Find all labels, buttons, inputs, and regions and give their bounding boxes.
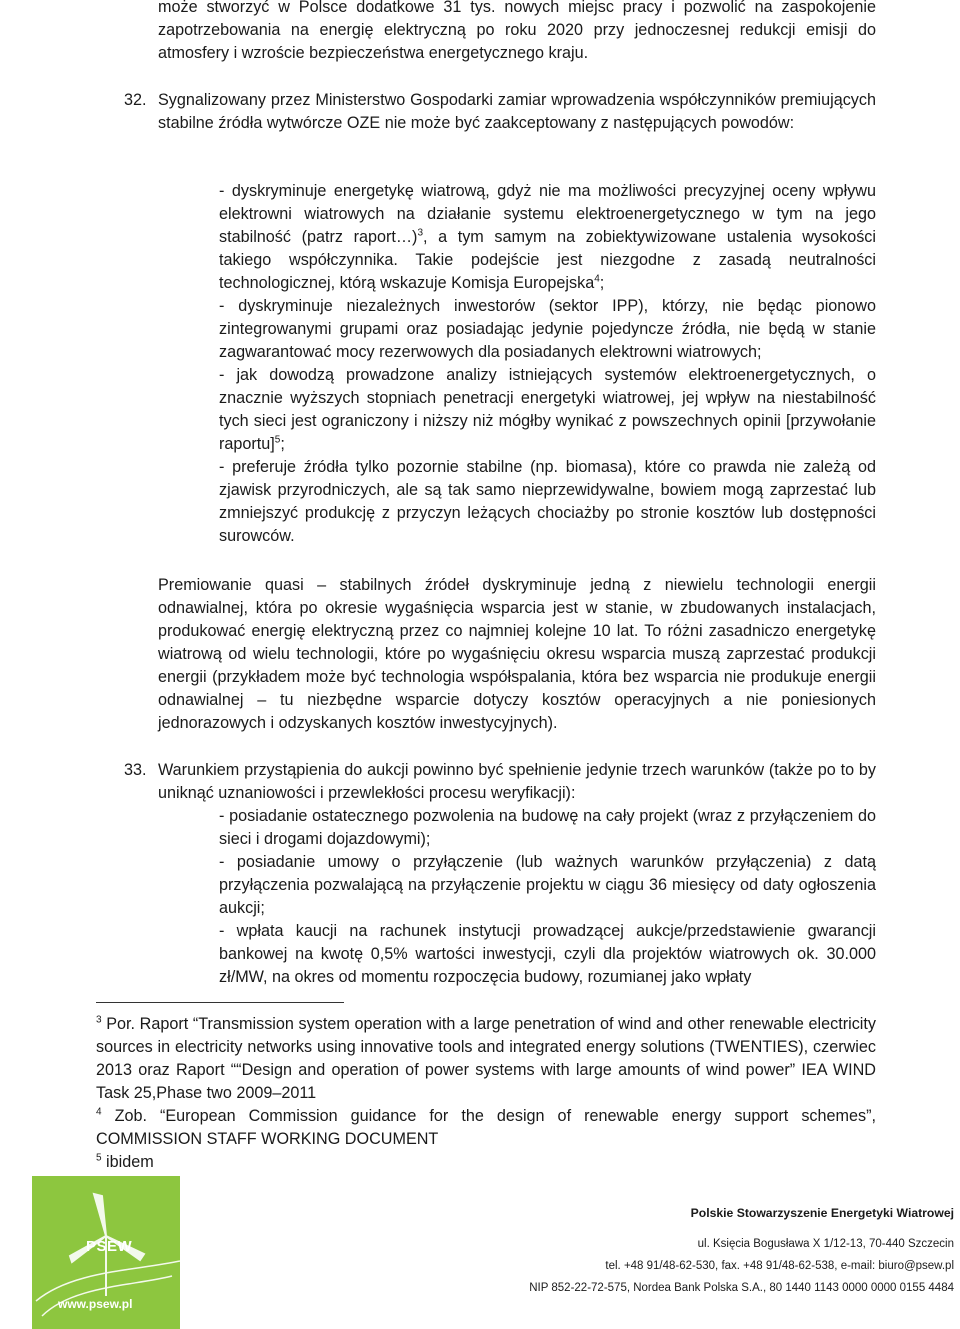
- section-32-item-1: - dyskryminuje energetykę wiatrową, gdyż nie ma możliwości precyzyjnej oceny wpływu elektrowni wiatrowych na działanie systemu elektroenergetycznego w tym na jego stabilność (patrz raport…)$^3$, a tym samym na zobiektywizowane ustalenia wysokości takiego współczynnika. Takie podejście jest niezgodne z zasadą neutralności technologicznej, którą wskazuje Komisja Europejska$^4$;: [219, 182, 876, 292]
- section-32-number: 32.: [124, 91, 147, 109]
- section-32-item-2: - dyskryminuje niezależnych inwestorów (sektor IPP), którzy, nie będąc pionowo zintegrowanymi grupami oraz posiadając jedynie pojedyncze źródła, nie będą w stanie zagwarantować mocy rezerwowych dla posiadanych elektrowni wiatrowych;: [219, 297, 876, 361]
- section-33-item-1: - posiadanie ostatecznego pozwolenia na budowę na cały projekt (wraz z przyłączeniem do sieci i drogami dojazdowymi);: [219, 807, 876, 848]
- footnote-3: $^3$ Por. Raport “Transmission system operation with a large penetration of wind and other renewable electricity sources in electricity networks using innovative tools and integrated energy solutions (TWENTIES), czerwiec 2013 oraz Raport ““Design and operation of power systems with large amounts of wind power” IEA WIND Task 25,Phase two 2009–2011: [96, 1014, 876, 1102]
- premium-paragraph: Premiowanie quasi – stabilnych źródeł dyskryminuje jedną z niewielu technologii energii odnawialnej, która po okresie wygaśnięcia wsparcia jest w stanie, w zbudowanych instalacjach, produkować energię elektryczną przez co najmniej kolejne 10 lat. To różni zasadniczo energetykę wiatrową od wielu technologii, które po wygaśnięciu okresu wsparcia muszą zaprzestać produkcji energii (przykładem może być technologia współspalania, która bez wsparcia nie produkuje energii odnawialnej – tu niezbędne wsparcie dotyczy kosztów operacyjnych a nie poniesionych jednorazowych i odzyskanych kosztów inwestycyjnych).: [158, 576, 876, 732]
- psew-logo: [32, 1176, 180, 1329]
- section-33-items: [219, 805, 876, 989]
- org-contact: tel. +48 91/48-62-530, fax. +48 91/48-62-538, e-mail: biuro@psew.pl: [605, 1260, 954, 1272]
- section-33-lead: Warunkiem przystąpienia do aukcji powinno być spełnienie jedynie trzech warunków (także po to by uniknąć uznaniowości i przewlekłości procesu weryfikacji):: [158, 761, 876, 802]
- section-33-number: 33.: [124, 761, 147, 779]
- section-33: [124, 759, 876, 805]
- footnote-ref-3: 3: [417, 227, 423, 239]
- org-address: ul. Księcia Bogusława X 1/12-13, 70-440 Szczecin: [697, 1238, 954, 1250]
- intro-paragraph: może stworzyć w Polsce dodatkowe 31 tys. nowych miejsc pracy i pozwolić na zaspokojenie zapotrzebowania na energię elektryczną po roku 2020 przy jednoczesnej redukcji emisji do atmosfery i wzroście bezpieczeństwa energetycznego kraju.: [158, 0, 876, 62]
- section-33-item-2: - posiadanie umowy o przyłączenie (lub ważnych warunków przyłączenia) z datą przyłączenia pozwalającą na przyłączenie projektu w ciągu 36 miesięcy od daty ogłoszenia aukcji;: [219, 853, 876, 917]
- footnote-divider: [96, 1002, 344, 1003]
- section-32: [124, 89, 876, 135]
- logo-wordmark: PSEW: [86, 1238, 133, 1255]
- section-32-item-4: - preferuje źródła tylko pozornie stabilne (np. biomasa), które co prawda nie zależą od zjawisk przyrodniczych, ale są tak samo nieprzewidywalne, bowiem mogą zaprzestać lub zmniejszyć produkcję z przyczyn leżących chociażby po stronie kosztów lub dostępności surowców.: [219, 458, 876, 545]
- footnote-5: $^5$ ibidem: [96, 1152, 154, 1171]
- org-name: Polskie Stowarzyszenie Energetyki Wiatrowej: [690, 1206, 954, 1220]
- footnote-4: $^4$ Zob. “European Commission guidance for the design of renewable energy support schemes”, COMMISSION STAFF WORKING DOCUMENT: [96, 1106, 876, 1148]
- org-bank-details: NIP 852-22-72-575, Nordea Bank Polska S.A., 80 1440 1143 0000 0000 0155 4484: [529, 1282, 954, 1294]
- section-33-item-3: - wpłata kaucji na rachunek instytucji prowadzącej aukcje/przedstawienie gwarancji bankowej na kwotę 0,5% wartości inwestycji, czyli dla projektów wiatrowych ok. 30.000 zł/MW, na okres od momentu rozpoczęcia budowy, rozumianej jako wpłaty: [219, 922, 876, 986]
- footnote-ref-4: 4: [594, 273, 600, 285]
- website-link[interactable]: www.psew.pl: [58, 1297, 133, 1311]
- section-32-items: [219, 180, 876, 548]
- section-32-item-3: - jak dowodzą prowadzone analizy istniejących systemów elektroenergetycznych, o znacznie wyższych stopniach penetracji energetyki wiatrowej, jej wpływ na niestabilność tych sieci jest ograniczony i niższy niż mógłby wynikać z powszechnych opinii [przywołanie raportu]$^5$;: [219, 366, 876, 453]
- footnote-ref-5: 5: [274, 434, 281, 446]
- footnotes: [96, 1013, 876, 1174]
- section-32-lead: Sygnalizowany przez Ministerstwo Gospodarki zamiar wprowadzenia współczynników premiujących stabilne źródła wytwórcze OZE nie może być zaakceptowany z następujących powodów:: [158, 91, 876, 132]
